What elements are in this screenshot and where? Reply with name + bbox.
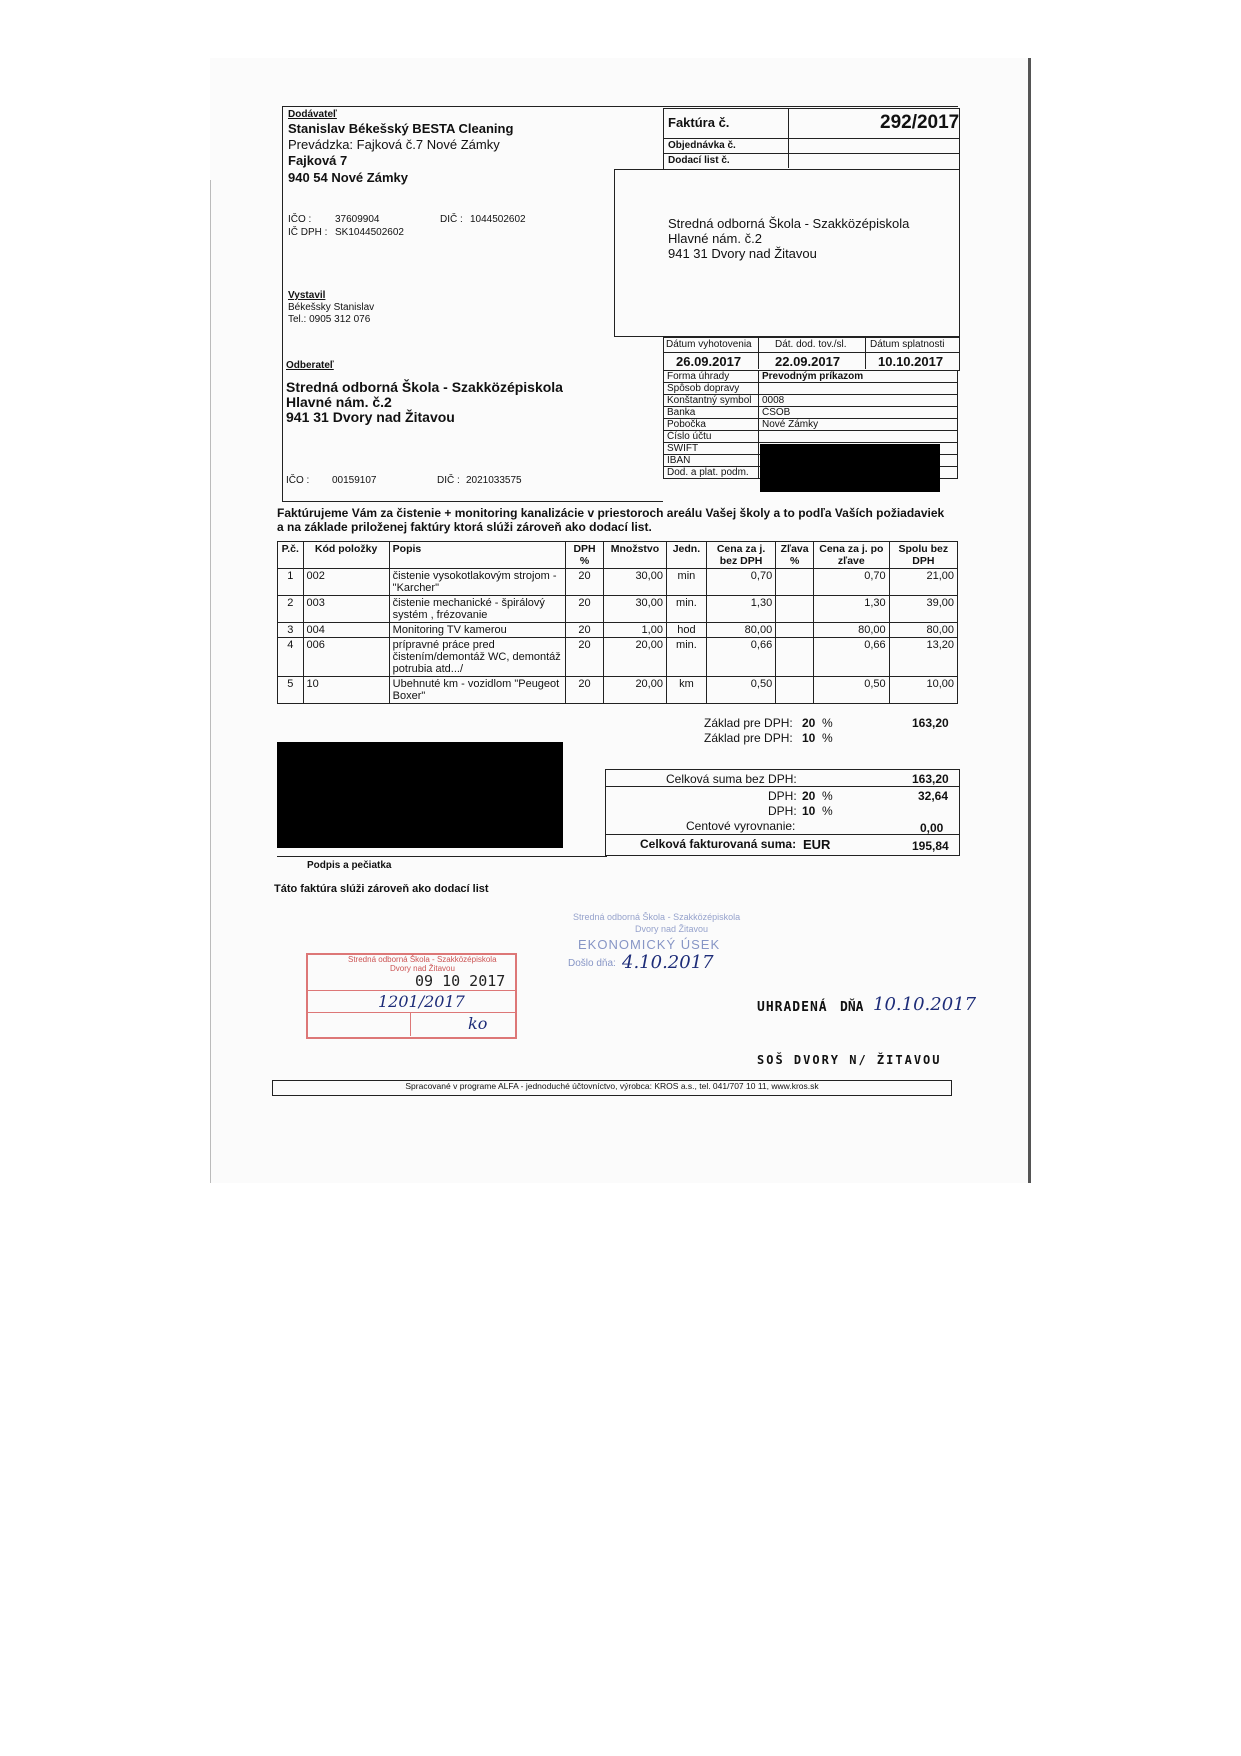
grand-total-value: 195,84 <box>912 839 949 853</box>
payment-value: ČSOB <box>759 407 958 419</box>
red-stamp-number: 1201/2017 <box>378 992 465 1011</box>
customer-dic-label: DIČ : <box>437 475 460 486</box>
vat-base-20-pct: % <box>822 716 833 730</box>
cell-pc: 4 <box>278 638 304 677</box>
cell-pc: 3 <box>278 623 304 638</box>
customer-heading: Odberateľ <box>286 360 334 371</box>
payment-label: Spôsob dopravy <box>664 383 759 395</box>
col-header: DPH % <box>566 542 604 569</box>
payment-value: Prevodným príkazom <box>759 371 958 383</box>
table-row <box>278 677 958 704</box>
issued-by-heading: Vystavil <box>288 290 326 301</box>
stamp-line <box>306 1012 516 1013</box>
cell-total: 39,00 <box>889 596 957 623</box>
cell-code: 10 <box>303 677 389 704</box>
supplier-dic: 1044502602 <box>470 214 526 225</box>
footer-text: Spracované v programe ALFA - jednoduché účtovníctvo, výrobca: KROS a.s., tel. 041/707 10 11, www.kros.sk <box>405 1081 819 1091</box>
blue-stamp-line-3: EKONOMICKÝ ÚSEK <box>578 937 721 952</box>
red-stamp-date: 09 10 2017 <box>415 972 506 990</box>
cell-unit: hod <box>666 623 706 638</box>
paid-day-label: DŇA <box>840 1000 864 1015</box>
frame-line <box>282 106 283 501</box>
paid-label: UHRADENÁ <box>757 1000 828 1015</box>
customer-ico: 00159107 <box>332 475 377 486</box>
cell-description: Monitoring TV kamerou <box>389 623 565 638</box>
cell-discount <box>776 638 814 677</box>
scan-edge <box>1028 58 1031 1183</box>
cell-unit: min. <box>666 596 706 623</box>
table-row <box>278 623 958 638</box>
cell-description: čistenie mechanické - špirálový systém , frézovanie <box>389 596 565 623</box>
cell-total: 80,00 <box>889 623 957 638</box>
vat20-pct: % <box>822 789 833 803</box>
payment-label: Pobočka <box>664 419 759 431</box>
vat-base-10-label: Základ pre DPH: <box>704 731 793 745</box>
paid-date: 10.10.2017 <box>873 994 977 1015</box>
frame-line <box>605 786 959 787</box>
recipient-line-2: Hlavné nám. č.2 <box>668 231 762 246</box>
payment-label: IBAN <box>664 455 759 467</box>
payment-value: 0008 <box>759 395 958 407</box>
customer-name: Stredná odborná Škola - Szakközépiskola <box>286 379 563 395</box>
stamp-line <box>306 990 516 991</box>
cell-discount <box>776 569 814 596</box>
redacted-signature <box>277 742 563 848</box>
vat20-label: DPH: <box>768 789 797 803</box>
delivery-note-text: Táto faktúra slúži zároveň ako dodací list <box>274 883 489 895</box>
col-header: Kód položky <box>303 542 389 569</box>
cell-quantity: 1,00 <box>603 623 666 638</box>
col-header: Množstvo <box>603 542 666 569</box>
recipient-line-1: Stredná odborná Škola - Szakközépiskola <box>668 216 910 231</box>
payment-label: SWIFT <box>664 443 759 455</box>
cell-pc: 1 <box>278 569 304 596</box>
supplier-name: Stanislav Békešský BESTA Cleaning <box>288 121 514 136</box>
table-row <box>278 569 958 596</box>
col-header: Cena za j. bez DPH <box>706 542 775 569</box>
cell-pc: 2 <box>278 596 304 623</box>
col-header: Cena za j. po zľave <box>814 542 890 569</box>
customer-ico-label: IČO : <box>286 475 310 486</box>
payment-label: Banka <box>664 407 759 419</box>
supplier-dic-label: DIČ : <box>440 214 463 225</box>
supplier-street: Fajková 7 <box>288 153 348 168</box>
issued-by-tel: Tel.: 0905 312 076 <box>288 314 371 325</box>
payment-value <box>759 431 958 443</box>
table-header-row <box>278 542 958 569</box>
frame-line <box>605 834 959 835</box>
vat-base-20-rate: 20 <box>802 716 816 730</box>
vat-base-20-value: 163,20 <box>912 716 949 730</box>
cell-vat: 20 <box>566 638 604 677</box>
issue-date: 26.09.2017 <box>676 354 742 369</box>
signature-line <box>277 856 607 857</box>
cell-discount <box>776 623 814 638</box>
blue-stamp-line-2: Dvory nad Žitavou <box>635 924 709 934</box>
total-net-value: 163,20 <box>912 772 949 786</box>
col-header: Popis <box>389 542 565 569</box>
cell-unit: km <box>666 677 706 704</box>
cell-vat: 20 <box>566 677 604 704</box>
vat-base-10-pct: % <box>822 731 833 745</box>
supplier-heading: Dodávateľ <box>288 109 337 120</box>
stamp-line <box>410 1012 411 1036</box>
redacted-account <box>760 444 940 492</box>
frame-line <box>282 106 958 107</box>
table-row <box>278 596 958 623</box>
cell-total: 13,20 <box>889 638 957 677</box>
vat10-pct: % <box>822 804 833 818</box>
cell-quantity: 20,00 <box>603 677 666 704</box>
issue-date-label: Dátum vyhotovenia <box>666 339 752 350</box>
blue-stamp-received-date: 4.10.2017 <box>622 952 714 973</box>
cell-discounted-price: 0,50 <box>814 677 890 704</box>
cell-vat: 20 <box>566 623 604 638</box>
recipient-line-3: 941 31 Dvory nad Žitavou <box>668 246 817 261</box>
cell-quantity: 30,00 <box>603 569 666 596</box>
cell-total: 21,00 <box>889 569 957 596</box>
payment-row <box>664 371 958 383</box>
payment-row <box>664 383 958 395</box>
payment-row <box>664 395 958 407</box>
total-net-label: Celková suma bez DPH: <box>666 772 797 786</box>
frame-line <box>282 501 663 502</box>
cell-discount <box>776 677 814 704</box>
supplier-city: 940 54 Nové Zámky <box>288 170 408 185</box>
intro-line-1: Faktúrujeme Vám za čistenie + monitoring kanalizácie v priestoroch areálu Vašej školy a to podľa Vaších požiadaviek <box>277 506 945 520</box>
customer-dic: 2021033575 <box>466 475 522 486</box>
frame-line <box>663 352 959 353</box>
supplier-premises: Prevádzka: Fajková č.7 Nové Zámky <box>288 137 500 152</box>
signature-label: Podpis a pečiatka <box>307 860 392 871</box>
delivery-date-label: Dát. dod. tov./sl. <box>775 339 847 350</box>
frame-line <box>865 337 866 369</box>
due-date-label: Dátum splatnosti <box>870 339 945 350</box>
cell-description: prípravné práce pred čistením/demontáž WC, demontáž potrubia atd.../ <box>389 638 565 677</box>
grand-total-label: Celková fakturovaná suma: <box>640 837 797 851</box>
cell-discount <box>776 596 814 623</box>
cell-description: čistenie vysokotlakovým strojom - "Karcher" <box>389 569 565 596</box>
invoice-label: Faktúra č. <box>668 115 730 130</box>
vat20-value: 32,64 <box>918 789 949 803</box>
delivery-note-label: Dodací list č. <box>668 155 730 166</box>
red-stamp-initials: ko <box>468 1014 488 1033</box>
order-label: Objednávka č. <box>668 140 736 151</box>
cell-quantity: 30,00 <box>603 596 666 623</box>
red-stamp-line-2: Dvory nad Žitavou <box>390 964 455 973</box>
cell-quantity: 20,00 <box>603 638 666 677</box>
customer-city: 941 31 Dvory nad Žitavou <box>286 409 455 425</box>
supplier-icdph-label: IČ DPH : <box>288 227 328 238</box>
supplier-icdph: SK1044502602 <box>335 227 404 238</box>
cell-description: Ubehnuté km - vozidlom "Peugeot Boxer" <box>389 677 565 704</box>
red-stamp-line-1: Stredná odborná Škola - Szakközépiskola <box>348 955 497 964</box>
delivery-date: 22.09.2017 <box>775 354 841 369</box>
blue-stamp-line-1: Stredná odborná Škola - Szakközépiskola <box>573 912 741 922</box>
intro-line-2: a na základe priloženej faktúry ktorá slúži zároveň ako dodací list. <box>277 520 652 534</box>
cell-discounted-price: 0,66 <box>814 638 890 677</box>
vat20-rate: 20 <box>802 789 816 803</box>
col-header: Zľava % <box>776 542 814 569</box>
frame-line <box>758 337 759 369</box>
col-header: P.č. <box>278 542 304 569</box>
vat-base-20-label: Základ pre DPH: <box>704 716 793 730</box>
supplier-ico: 37609904 <box>335 214 380 225</box>
payment-row <box>664 431 958 443</box>
table-row <box>278 638 958 677</box>
cell-pc: 5 <box>278 677 304 704</box>
payment-label: Číslo účtu <box>664 431 759 443</box>
due-date: 10.10.2017 <box>878 354 944 369</box>
items-table <box>277 541 958 704</box>
cell-unit-price: 80,00 <box>706 623 775 638</box>
payment-label: Konštantný symbol <box>664 395 759 407</box>
payment-label: Forma úhrady <box>664 371 759 383</box>
payment-row <box>664 419 958 431</box>
cell-unit: min. <box>666 638 706 677</box>
cell-unit: min <box>666 569 706 596</box>
cell-unit-price: 0,66 <box>706 638 775 677</box>
cell-discounted-price: 0,70 <box>814 569 890 596</box>
cell-total: 10,00 <box>889 677 957 704</box>
cell-unit-price: 0,50 <box>706 677 775 704</box>
col-header: Spolu bez DPH <box>889 542 957 569</box>
frame-line <box>663 138 959 139</box>
currency: EUR <box>803 837 831 852</box>
cell-unit-price: 0,70 <box>706 569 775 596</box>
invoice-number: 292/2017 <box>880 112 960 133</box>
cell-discounted-price: 80,00 <box>814 623 890 638</box>
payment-label: Dod. a plat. podm. <box>664 467 759 479</box>
payment-value <box>759 383 958 395</box>
scan-edge <box>210 180 211 1183</box>
cell-code: 006 <box>303 638 389 677</box>
payment-value: Nové Zámky <box>759 419 958 431</box>
blue-stamp-received-label: Došlo dňa: <box>568 958 616 969</box>
customer-street: Hlavné nám. č.2 <box>286 394 392 410</box>
frame-line <box>663 153 959 154</box>
supplier-ico-label: IČO : <box>288 214 312 225</box>
cell-code: 004 <box>303 623 389 638</box>
vat10-label: DPH: <box>768 804 797 818</box>
cell-vat: 20 <box>566 569 604 596</box>
col-header: Jedn. <box>666 542 706 569</box>
issued-by-name: Békešsky Stanislav <box>288 302 375 313</box>
vat10-rate: 10 <box>802 804 816 818</box>
rounding-value: 0,00 <box>920 821 944 835</box>
cell-unit-price: 1,30 <box>706 596 775 623</box>
payment-row <box>664 407 958 419</box>
rounding-label: Centové vyrovnanie: <box>686 819 796 833</box>
cell-code: 002 <box>303 569 389 596</box>
cell-discounted-price: 1,30 <box>814 596 890 623</box>
paid-school: SOŠ DVORY N/ ŽITAVOU <box>757 1053 942 1067</box>
cell-vat: 20 <box>566 596 604 623</box>
vat-base-10-rate: 10 <box>802 731 816 745</box>
cell-code: 003 <box>303 596 389 623</box>
